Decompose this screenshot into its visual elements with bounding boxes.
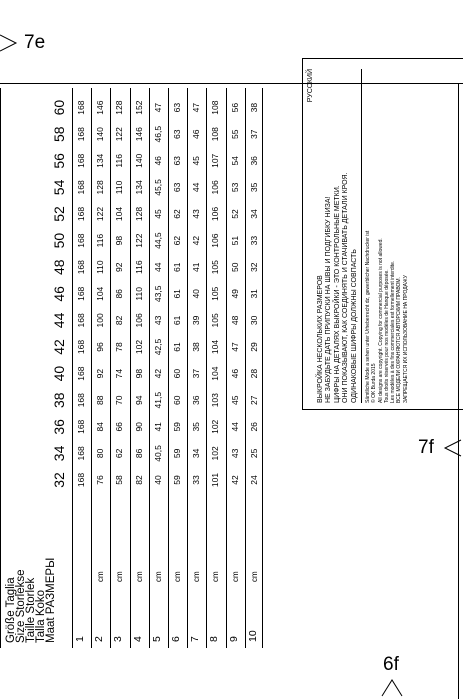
row-divider xyxy=(130,88,131,648)
row-number: 10 xyxy=(246,630,259,642)
table-cell: 42 xyxy=(229,475,240,485)
table-cell: 116 xyxy=(95,233,106,248)
note-title xyxy=(317,73,359,403)
row-number: 6 xyxy=(170,636,182,642)
table-cell: 46 xyxy=(191,129,202,139)
table-cell: 110 xyxy=(95,260,106,274)
table-cell: 102 xyxy=(133,339,144,355)
note-body-line: Les modèles à des fins commerciales est formellement interdite. xyxy=(390,260,397,403)
table-cell: 102 xyxy=(210,419,221,434)
size-header: 48 xyxy=(51,259,67,275)
table-cell: 52 xyxy=(229,209,240,219)
table-cell: 80 xyxy=(95,448,106,459)
table-cell: 24 xyxy=(248,475,259,485)
row-divider xyxy=(206,88,207,648)
table-cell: 84 xyxy=(95,422,106,432)
table-cell: 46,5 xyxy=(152,125,163,143)
table-cell: 44 xyxy=(229,422,240,432)
table-cell: 105 xyxy=(210,286,221,301)
instruction-note xyxy=(302,58,463,410)
size-header: 44 xyxy=(51,312,67,329)
table-cell: 60 xyxy=(172,368,182,379)
table-cell: 37 xyxy=(191,368,202,379)
table-cell: 49 xyxy=(229,289,240,299)
table-cell: 59 xyxy=(172,448,182,459)
table-cell: 63 xyxy=(172,129,182,139)
table-cell: 168 xyxy=(76,180,86,195)
language-label: РУССКИЙ xyxy=(307,69,314,103)
row-number: 9 xyxy=(227,636,240,642)
row-divider xyxy=(187,88,188,648)
marker-6f: 6f xyxy=(383,654,399,675)
size-label-1: Größe Taglia xyxy=(5,577,17,643)
table-cell: 27 xyxy=(248,395,259,405)
table-cell: 88 xyxy=(95,395,106,405)
table-cell: 168 xyxy=(76,153,86,168)
table-cell: 168 xyxy=(76,313,86,328)
table-cell: 76 xyxy=(95,475,106,485)
note-body-line: All designs are copyright. Copying for commercial purposes is not allowed. xyxy=(377,238,384,403)
table-cell: 40 xyxy=(191,289,202,299)
table-cell: 116 xyxy=(114,154,125,168)
table-cell: 61 xyxy=(172,289,182,299)
table-cell: 94 xyxy=(133,395,144,405)
table-cell: 46 xyxy=(229,368,240,379)
table-cell: 168 xyxy=(76,206,86,222)
table-cell: 168 xyxy=(76,393,86,408)
table-cell: 56 xyxy=(229,102,240,113)
note-divider xyxy=(361,69,362,403)
table-cell: 66 xyxy=(114,422,125,432)
table-cell: 51 xyxy=(229,235,240,246)
table-cell: 61 xyxy=(172,342,182,352)
table-cell: 63 xyxy=(172,156,182,166)
table-cell: 37 xyxy=(248,129,259,139)
row-divider xyxy=(91,88,92,648)
table-cell: 140 xyxy=(133,153,144,168)
note-title-line: НЕ ЗАБУДЬТЕ ДАТЬ ПРИПУСКИ НА ШВЫ И ПОДГИБКУ НИЗА! xyxy=(325,196,333,403)
table-cell: 58 xyxy=(114,475,125,485)
note-body-line: Tous droits réservés pour nos modèles de Hanque déposée. xyxy=(383,269,390,403)
size-header: 36 xyxy=(51,419,67,435)
table-cell: 168 xyxy=(76,127,86,142)
arrow-right-icon xyxy=(0,33,20,53)
table-cell: 82 xyxy=(114,315,125,326)
table-cell: 25 xyxy=(248,448,259,459)
table-cell: 28 xyxy=(248,368,259,379)
note-body-line: Sämtliche Mode a sehen unter Urheberrecht dz, gewerblicher Nachdrucker ist xyxy=(365,230,371,403)
table-cell: 168 xyxy=(76,472,86,488)
table-cell: 103 xyxy=(210,393,221,408)
size-header: 56 xyxy=(51,153,67,169)
table-cell: 34 xyxy=(191,448,202,459)
note-title-line: ВЫКРОЙКА НЕСКОЛЬКИХ РАЗМЕРОВ xyxy=(317,275,324,403)
row-divider xyxy=(110,88,111,648)
table-cell: 128 xyxy=(133,206,144,222)
table-cell: 33 xyxy=(248,235,259,246)
row-unit: cm xyxy=(96,571,106,582)
table-cell: 50 xyxy=(229,262,240,272)
row-unit: cm xyxy=(173,571,182,582)
row-divider xyxy=(72,88,73,648)
table-cell: 98 xyxy=(133,368,144,379)
table-cell: 106 xyxy=(210,180,221,195)
table-cell: 41 xyxy=(152,422,163,432)
row-unit: cm xyxy=(230,571,240,582)
table-cell: 168 xyxy=(76,286,86,301)
note-body-line: © OK Burda 2015 xyxy=(371,363,378,403)
table-cell: 98 xyxy=(114,235,125,246)
size-header: 42 xyxy=(51,339,67,355)
table-cell: 78 xyxy=(114,342,125,352)
table-cell: 47 xyxy=(229,342,240,352)
table-cell: 134 xyxy=(95,153,106,168)
row-unit: cm xyxy=(249,571,259,582)
table-cell: 36 xyxy=(248,156,259,166)
table-cell: 146 xyxy=(95,100,106,115)
table-cell: 168 xyxy=(76,419,86,434)
note-title-line: ОНИ ПОКАЗЫВАЮТ, КАК СОЕДИНЯТЬ И СТАЧИВАТЬ ДЕТАЛИ КРОЯ. xyxy=(342,172,350,403)
size-label-3: Taille Storlek xyxy=(25,577,37,643)
table-cell: 32 xyxy=(248,262,259,272)
table-cell: 59 xyxy=(172,422,182,432)
table-cell: 62 xyxy=(114,448,125,459)
size-header: 40 xyxy=(51,365,67,382)
table-cell: 47 xyxy=(191,102,202,113)
table-cell: 45 xyxy=(229,395,240,405)
row-number: 5 xyxy=(150,636,163,642)
table-cell: 110 xyxy=(133,287,144,301)
table-cell: 122 xyxy=(95,206,106,222)
table-cell: 128 xyxy=(114,100,125,115)
row-number: 8 xyxy=(208,636,221,642)
table-cell: 105 xyxy=(210,313,221,328)
table-cell: 46 xyxy=(152,156,163,166)
table-cell: 106 xyxy=(133,313,144,328)
note-title-line: ЦИФРЫ НА ДЕТАЛЯХ ВЫКРОЙКИ - ЭТО КОНТРОЛЬНЫЕ МЕТКИ. xyxy=(333,185,341,403)
row-number: 3 xyxy=(112,636,125,642)
table-cell: 55 xyxy=(229,129,240,139)
row-number: 1 xyxy=(74,636,86,642)
table-cell: 92 xyxy=(95,368,106,379)
table-cell: 90 xyxy=(133,422,144,432)
table-cell: 45 xyxy=(152,209,163,219)
table-cell: 108 xyxy=(210,127,221,142)
table-cell: 86 xyxy=(133,448,144,459)
row-divider xyxy=(149,88,150,648)
size-header: 34 xyxy=(51,445,67,462)
table-cell: 45 xyxy=(191,156,202,166)
table-cell: 107 xyxy=(210,153,221,168)
table-cell: 74 xyxy=(114,368,125,379)
table-cell: 44 xyxy=(191,182,202,193)
table-cell: 30 xyxy=(248,315,259,326)
row-divider xyxy=(168,88,169,648)
table-cell: 38 xyxy=(191,342,202,352)
table-cell: 86 xyxy=(114,289,125,299)
table-cell: 38 xyxy=(248,102,259,113)
arrow-left-icon xyxy=(441,438,463,458)
arrow-up-icon xyxy=(380,676,404,698)
table-cell: 101 xyxy=(210,472,221,488)
table-cell: 110 xyxy=(114,180,125,195)
table-cell: 168 xyxy=(76,446,86,461)
row-unit: cm xyxy=(192,571,202,582)
table-cell: 104 xyxy=(210,366,221,381)
table-cell: 108 xyxy=(210,100,221,115)
table-cell: 168 xyxy=(76,233,86,248)
table-cell: 41 xyxy=(191,262,202,272)
table-cell: 70 xyxy=(114,395,125,405)
table-cell: 116 xyxy=(133,260,144,274)
table-cell: 102 xyxy=(210,446,221,461)
note-body-line: ВСЕ МОДЕЛИ ОХРАНЯЮТСЯ АВТОРСКИМ ПРАВОМ. xyxy=(396,277,403,403)
table-cell: 44,5 xyxy=(152,232,163,249)
table-cell: 104 xyxy=(95,286,106,301)
table-cell: 35 xyxy=(248,182,259,193)
table-cell: 26 xyxy=(248,422,259,432)
table-cell: 40 xyxy=(152,475,163,485)
size-label-4: Talla Koko xyxy=(35,589,47,643)
table-cell: 43,5 xyxy=(152,285,163,303)
table-cell: 47 xyxy=(152,102,163,113)
table-cell: 33 xyxy=(191,475,202,485)
table-cell: 152 xyxy=(133,100,144,115)
table-cell: 168 xyxy=(76,260,86,275)
table-cell: 42,5 xyxy=(152,338,163,356)
table-cell: 54 xyxy=(229,156,240,166)
table-cell: 63 xyxy=(172,102,182,113)
row-number: 2 xyxy=(93,636,106,642)
table-cell: 96 xyxy=(95,342,106,352)
note-body xyxy=(365,67,409,403)
table-cell: 31 xyxy=(248,289,259,299)
table-cell: 92 xyxy=(114,262,125,272)
size-label-5: Maat РАЗМЕРЫ xyxy=(45,557,57,643)
table-cell: 168 xyxy=(76,339,86,355)
table-cell: 61 xyxy=(172,315,182,326)
table-cell: 146 xyxy=(133,127,144,142)
row-unit: cm xyxy=(115,571,125,582)
size-header: 38 xyxy=(51,392,67,408)
table-cell: 63 xyxy=(172,182,182,193)
table-cell: 29 xyxy=(248,342,259,352)
table-cell: 100 xyxy=(95,313,106,328)
table-cell: 82 xyxy=(133,475,144,485)
table-cell: 62 xyxy=(172,209,182,219)
table-cell: 106 xyxy=(210,206,221,222)
row-unit: cm xyxy=(134,571,144,582)
marker-7f: 7f xyxy=(418,437,434,458)
size-header: 50 xyxy=(51,232,67,249)
size-label-2: Size Storlekse xyxy=(15,569,27,643)
table-border xyxy=(0,88,263,648)
size-header: 52 xyxy=(51,206,67,222)
table-cell: 62 xyxy=(172,235,182,246)
size-header: 58 xyxy=(51,126,67,142)
table-cell: 106 xyxy=(210,233,221,248)
table-cell: 48 xyxy=(229,315,240,326)
table-cell: 43 xyxy=(229,448,240,459)
table-cell: 43 xyxy=(191,209,202,219)
size-header: 60 xyxy=(51,99,67,116)
table-cell: 45,5 xyxy=(152,179,163,196)
table-cell: 34 xyxy=(248,209,259,219)
table-cell: 122 xyxy=(133,233,144,248)
table-cell: 44 xyxy=(152,262,163,272)
table-cell: 41,5 xyxy=(152,391,163,409)
table-cell: 104 xyxy=(210,339,221,355)
note-title-line: ОДИНАКОВЫЕ ШИФРЫ ДОЛЖНЫ СОВПАСТЬ xyxy=(350,249,358,403)
table-cell: 42 xyxy=(152,368,163,379)
table-cell: 105 xyxy=(210,260,221,275)
table-cell: 59 xyxy=(172,475,182,485)
row-unit: cm xyxy=(153,571,163,582)
table-cell: 168 xyxy=(76,100,86,115)
row-divider xyxy=(245,88,246,648)
table-cell: 35 xyxy=(191,422,202,432)
table-cell: 61 xyxy=(172,262,182,272)
table-cell: 39 xyxy=(191,315,202,326)
table-cell: 168 xyxy=(76,366,86,381)
table-cell: 42 xyxy=(191,235,202,246)
table-cell: 128 xyxy=(95,180,106,195)
marker-7e: 7e xyxy=(24,32,46,53)
row-number: 4 xyxy=(131,636,144,642)
table-cell: 40,5 xyxy=(152,445,163,462)
row-divider xyxy=(226,88,227,648)
note-body-line: ЗАПРЕЩАЕТСЯ ИХ ИСПОЛЬЗОВАНИЕ НА ПРОДАЖУ xyxy=(402,275,409,403)
table-cell: 104 xyxy=(114,206,125,222)
table-cell: 43 xyxy=(152,315,163,326)
size-header: 54 xyxy=(51,179,67,196)
table-cell: 122 xyxy=(114,127,125,142)
table-cell: 134 xyxy=(133,180,144,195)
table-cell: 140 xyxy=(95,127,106,142)
size-header: 32 xyxy=(51,472,67,488)
table-cell: 60 xyxy=(172,395,182,405)
size-header: 46 xyxy=(51,286,67,302)
table-cell: 36 xyxy=(191,395,202,405)
table-cell: 53 xyxy=(229,182,240,193)
row-number: 7 xyxy=(189,636,202,642)
row-unit: cm xyxy=(211,571,221,582)
